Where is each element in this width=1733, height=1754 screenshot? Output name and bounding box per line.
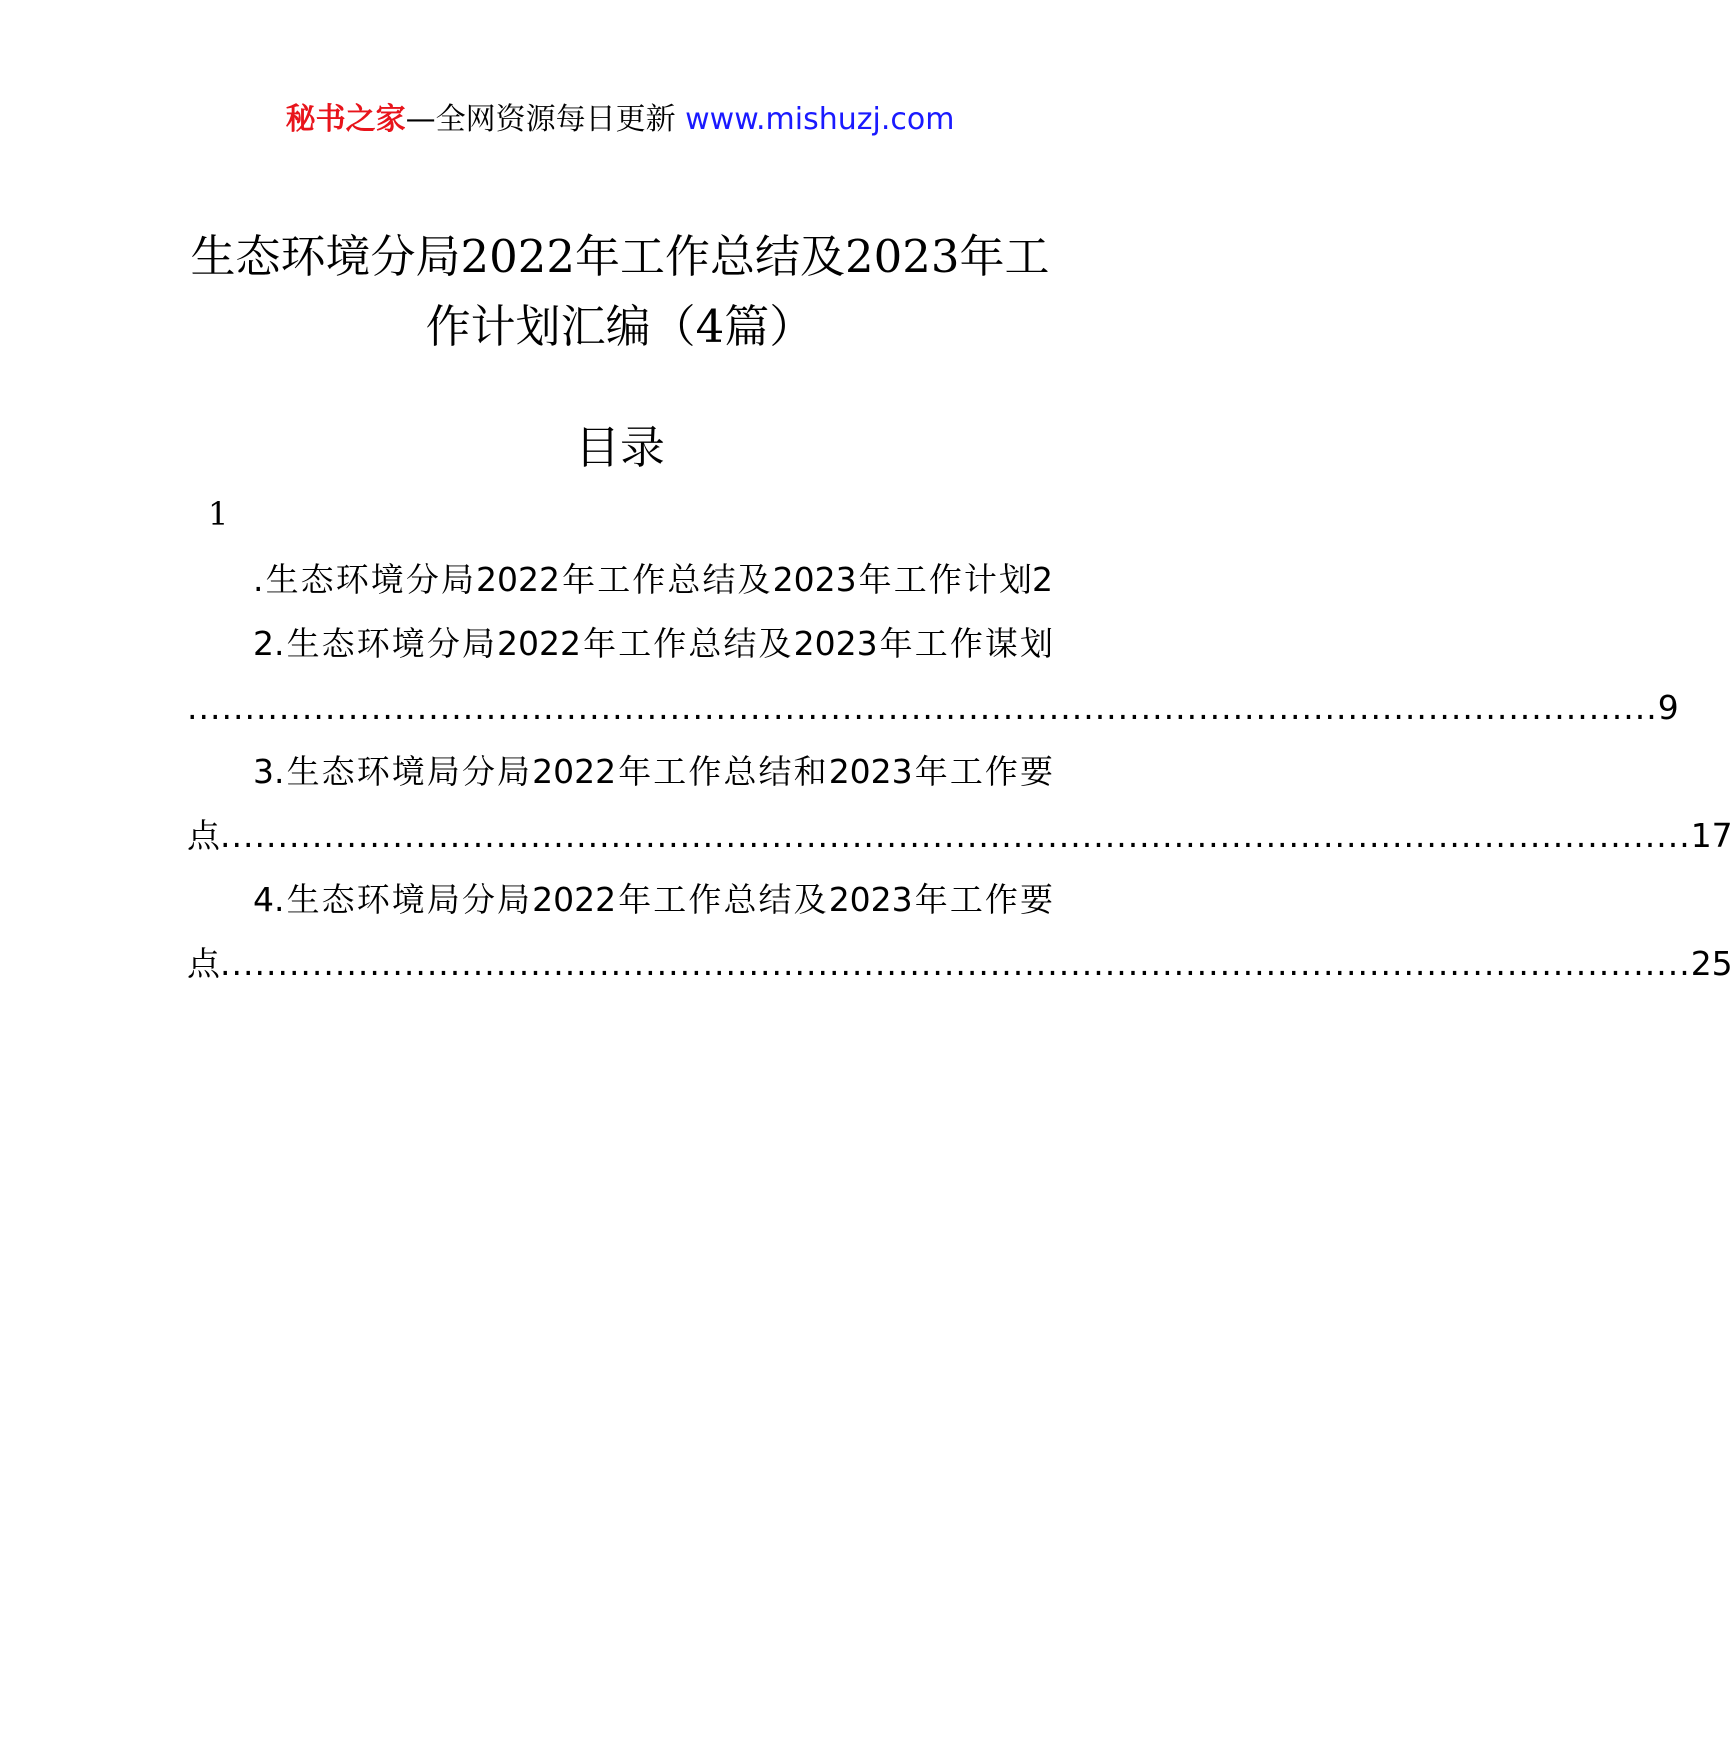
- table-of-contents: [187, 548, 1733, 996]
- toc-leader-dots: ................................................................................................................................: [187, 688, 1658, 727]
- toc-entry-title-rest: 点: [187, 816, 220, 855]
- toc-entry-2-continuation[interactable]: [187, 676, 1679, 740]
- site-url-link[interactable]: www.mishuzj.com: [685, 102, 955, 137]
- stray-page-number: 1: [208, 495, 229, 533]
- toc-leader-dots: ................................................................................................................................: [220, 816, 1691, 855]
- brand-name: 秘书之家: [285, 102, 406, 137]
- toc-page-number: 9: [1657, 688, 1679, 727]
- toc-entry-4[interactable]: [187, 868, 1053, 932]
- toc-entry-4-continuation[interactable]: [187, 932, 1733, 996]
- toc-page-number: 17: [1690, 816, 1733, 855]
- toc-entry-1[interactable]: [187, 548, 1053, 612]
- title-line-1: 生态环境分局2022年工作总结及2023年工: [190, 230, 1050, 283]
- toc-heading: 目录: [574, 421, 665, 474]
- document-title: [180, 222, 1060, 362]
- header-slogan: —全网资源每日更新: [405, 102, 676, 137]
- toc-entry-3-continuation[interactable]: [187, 804, 1733, 868]
- toc-entry-2[interactable]: [187, 612, 1053, 676]
- toc-leader-dots: ................................................................................................................................: [220, 944, 1691, 983]
- toc-entry-title: 3.生态环境局分局2022年工作总结和2023年工作要: [253, 752, 1053, 791]
- toc-entry-title-rest: 点: [187, 944, 220, 983]
- toc-entry-3[interactable]: [187, 740, 1053, 804]
- toc-entry-title: 4.生态环境局分局2022年工作总结及2023年工作要: [253, 880, 1053, 919]
- site-header: [0, 100, 1240, 140]
- toc-entry-title: .生态环境分局2022年工作总结及2023年工作计划: [253, 560, 1032, 599]
- title-line-2: 作计划汇编（4篇）: [425, 300, 815, 353]
- toc-entry-title: 2.生态环境分局2022年工作总结及2023年工作谋划: [253, 624, 1053, 663]
- toc-page-number: 25: [1690, 944, 1733, 983]
- toc-page-number: 2: [1032, 560, 1053, 599]
